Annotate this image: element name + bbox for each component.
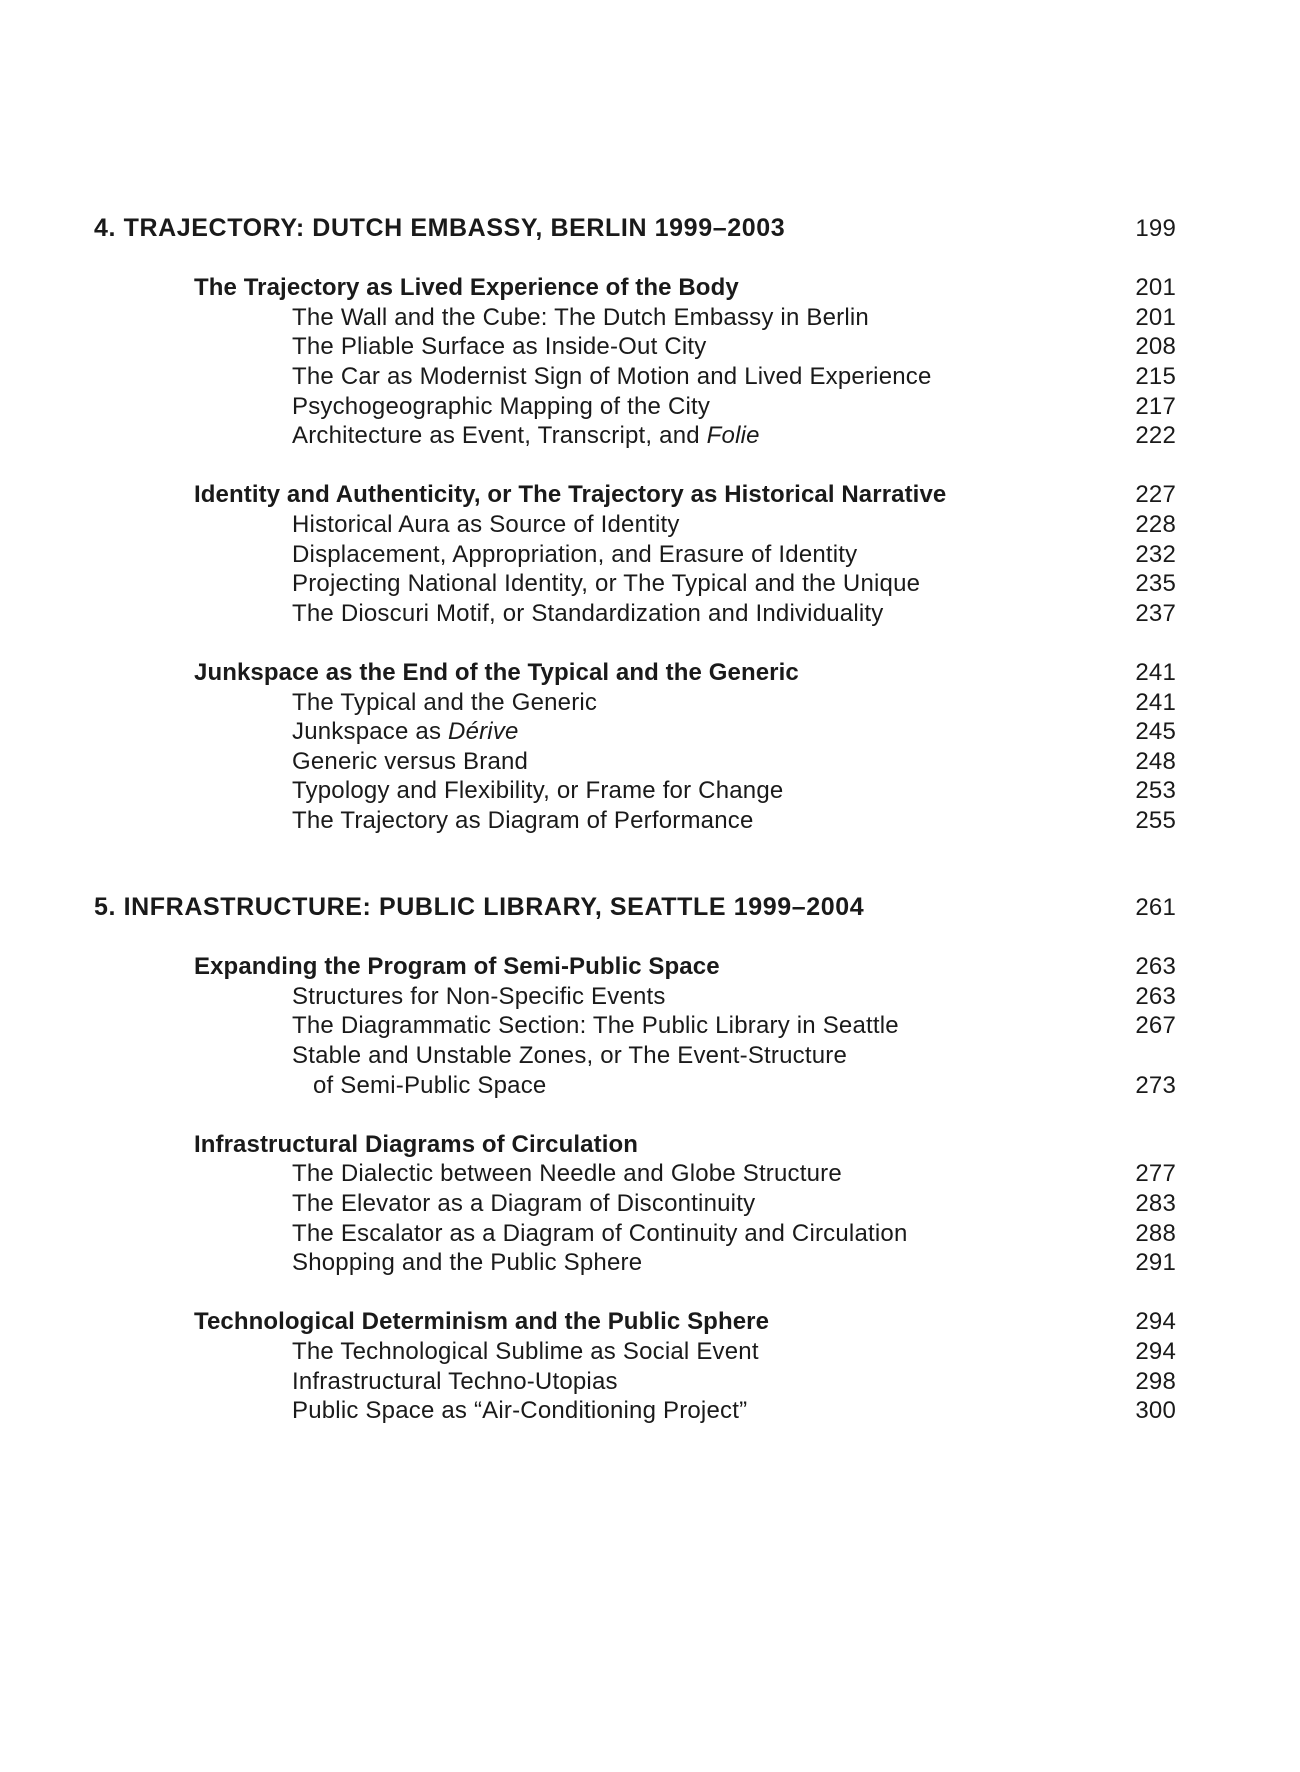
sub-title [292, 1365, 618, 1398]
toc-entry [0, 980, 1300, 1013]
section-title-text: Identity and Authenticity, or The Trajectory as Historical Narrative [194, 481, 947, 509]
page-number: 228 [1135, 511, 1176, 538]
section-title-text: Technological Determinism and the Public Sphere [194, 1308, 770, 1336]
section-title [194, 478, 946, 511]
page-number: 261 [1135, 894, 1176, 921]
sub-title [292, 804, 754, 837]
toc-entry [0, 1246, 1300, 1279]
toc-entry [0, 1217, 1300, 1250]
toc-entry [0, 1009, 1300, 1042]
page-number: 208 [1135, 333, 1176, 361]
toc-entry [0, 1069, 1300, 1102]
chapter-heading [0, 891, 1300, 924]
section-title [194, 1128, 638, 1161]
sub-title-text: The Dialectic between Needle and Globe Structure [292, 1160, 842, 1188]
sub-title [292, 360, 932, 393]
toc-entry [0, 804, 1300, 837]
sub-title [292, 419, 760, 452]
section-heading [0, 950, 1300, 983]
chapter-title-text: 4. TRAJECTORY: DUTCH EMBASSY, BERLIN 1999–2003 [94, 214, 786, 242]
sub-title-text: Shopping and the Public Sphere [292, 1249, 643, 1277]
sub-title-text: of Semi-Public Space [313, 1071, 547, 1099]
section-heading [0, 271, 1300, 304]
page-number: 248 [1135, 747, 1176, 775]
sub-title-text: Displacement, Appropriation, and Erasure of Identity [292, 540, 858, 568]
sub-title-text: The Car as Modernist Sign of Motion and Lived Experience [292, 363, 932, 390]
page-number: 288 [1135, 1219, 1176, 1247]
sub-title-text: The Wall and the Cube: The Dutch Embassy in Berlin [292, 303, 869, 331]
sub-title [292, 1009, 899, 1042]
sub-title [292, 538, 857, 571]
chapter-title [94, 212, 785, 245]
sub-title [292, 1335, 759, 1368]
chapter-title-text: 5. INFRASTRUCTURE: PUBLIC LIBRARY, SEATTLE 1999–2004 [94, 893, 865, 921]
sub-title-text: Projecting National Identity, or The Typical and the Unique [292, 570, 921, 598]
sub-title [292, 390, 710, 423]
toc-entry [0, 508, 1300, 541]
sub-title [292, 980, 666, 1013]
page-number: 241 [1135, 659, 1176, 686]
page-number: 245 [1135, 718, 1176, 746]
sub-title [292, 715, 519, 748]
toc-entry [0, 1187, 1300, 1220]
page-number: 217 [1135, 392, 1176, 420]
page-number: 222 [1135, 422, 1176, 450]
chapter-title [94, 891, 864, 924]
sub-title-text: Psychogeographic Mapping of the City [292, 392, 711, 420]
sub-title-text: Public Space as “Air-Conditioning Project” [292, 1397, 748, 1425]
section-title [194, 1305, 769, 1338]
toc-entry [0, 1394, 1300, 1427]
sub-title-text: The Trajectory as Diagram of Performance [292, 807, 754, 834]
page-number: 263 [1135, 982, 1176, 1010]
sub-title-text: The Elevator as a Diagram of Discontinuity [292, 1190, 756, 1217]
toc-entry [0, 301, 1300, 334]
toc-entry [0, 745, 1300, 778]
toc-entry [0, 390, 1300, 423]
sub-title [292, 1217, 908, 1250]
sub-title-text: Stable and Unstable Zones, or The Event-Structure [292, 1042, 847, 1069]
page-number: 263 [1135, 953, 1176, 981]
sub-title-text: The Technological Sublime as Social Event [292, 1338, 759, 1365]
section-title [194, 271, 739, 304]
sub-title-text: The Dioscuri Motif, or Standardization and Individuality [292, 599, 884, 627]
sub-title [292, 567, 920, 600]
page-number: 298 [1135, 1367, 1176, 1395]
sub-title-text: Architecture as Event, Transcript, and [292, 422, 707, 450]
section-heading [0, 1305, 1300, 1338]
section-title-text: Expanding the Program of Semi-Public Space [194, 953, 720, 981]
page-number: 291 [1135, 1249, 1176, 1277]
page-number: 267 [1135, 1012, 1176, 1040]
sub-title-text: The Diagrammatic Section: The Public Library in Seattle [292, 1012, 899, 1040]
toc-entry [0, 715, 1300, 748]
sub-title-text: Historical Aura as Source of Identity [292, 511, 680, 538]
sub-title [292, 1394, 747, 1427]
sub-title [292, 1187, 755, 1220]
section-title-text: The Trajectory as Lived Experience of the Body [194, 274, 739, 302]
section-title-text: Junkspace as the End of the Typical and the Generic [194, 659, 799, 686]
page-number: 277 [1135, 1160, 1176, 1188]
sub-title [292, 301, 869, 334]
sub-title [292, 597, 884, 630]
page-number: 237 [1135, 599, 1176, 627]
page-number: 201 [1135, 274, 1176, 302]
toc-entry [0, 360, 1300, 393]
sub-title-text: Structures for Non-Specific Events [292, 982, 666, 1010]
toc-entry [0, 419, 1300, 452]
page-number: 253 [1135, 777, 1176, 805]
page-number: 255 [1135, 807, 1176, 834]
page-number: 235 [1135, 570, 1176, 598]
section-heading [0, 656, 1300, 689]
section-title [194, 656, 799, 689]
chapter-heading [0, 212, 1300, 245]
toc-entry [0, 1365, 1300, 1398]
page-number: 232 [1135, 540, 1176, 568]
sub-title [292, 774, 783, 807]
page-number: 283 [1135, 1190, 1176, 1217]
sub-title-text: Generic versus Brand [292, 747, 529, 775]
page-number: 241 [1135, 688, 1176, 716]
page-number: 294 [1135, 1308, 1176, 1336]
toc-entry [0, 330, 1300, 363]
page-number: 300 [1135, 1397, 1176, 1425]
sub-title [292, 1246, 642, 1279]
toc-entry [0, 1039, 1300, 1072]
section-title [194, 950, 720, 983]
sub-title [313, 1069, 546, 1102]
sub-title [292, 330, 706, 363]
page-number: 215 [1135, 363, 1176, 390]
sub-title-text: The Pliable Surface as Inside-Out City [292, 333, 707, 361]
sub-title-text: The Escalator as a Diagram of Continuity and Circulation [292, 1219, 908, 1247]
toc-entry [0, 538, 1300, 571]
toc-entry [0, 774, 1300, 807]
toc-entry [0, 567, 1300, 600]
toc-entry [0, 1157, 1300, 1190]
section-heading [0, 1128, 1300, 1161]
section-heading [0, 478, 1300, 511]
page-number: 273 [1135, 1071, 1176, 1099]
sub-title [292, 1039, 847, 1072]
sub-title [292, 508, 680, 541]
page-number: 227 [1135, 481, 1176, 509]
sub-title [292, 686, 597, 719]
sub-title [292, 1157, 842, 1190]
sub-title-italic: Folie [706, 422, 760, 450]
sub-title-text: Infrastructural Techno-Utopias [292, 1367, 618, 1395]
toc-entry [0, 686, 1300, 719]
sub-title [292, 745, 528, 778]
page-number: 201 [1135, 303, 1176, 331]
sub-title-text: The Typical and the Generic [292, 688, 598, 716]
page-number: 294 [1135, 1338, 1176, 1365]
sub-title-text: Typology and Flexibility, or Frame for Change [292, 777, 784, 805]
section-title-text: Infrastructural Diagrams of Circulation [194, 1130, 638, 1158]
toc-entry [0, 597, 1300, 630]
sub-title-text: Junkspace as [292, 718, 449, 746]
toc-entry [0, 1335, 1300, 1368]
page-number: 199 [1135, 215, 1176, 242]
sub-title-italic: Dérive [448, 718, 519, 746]
